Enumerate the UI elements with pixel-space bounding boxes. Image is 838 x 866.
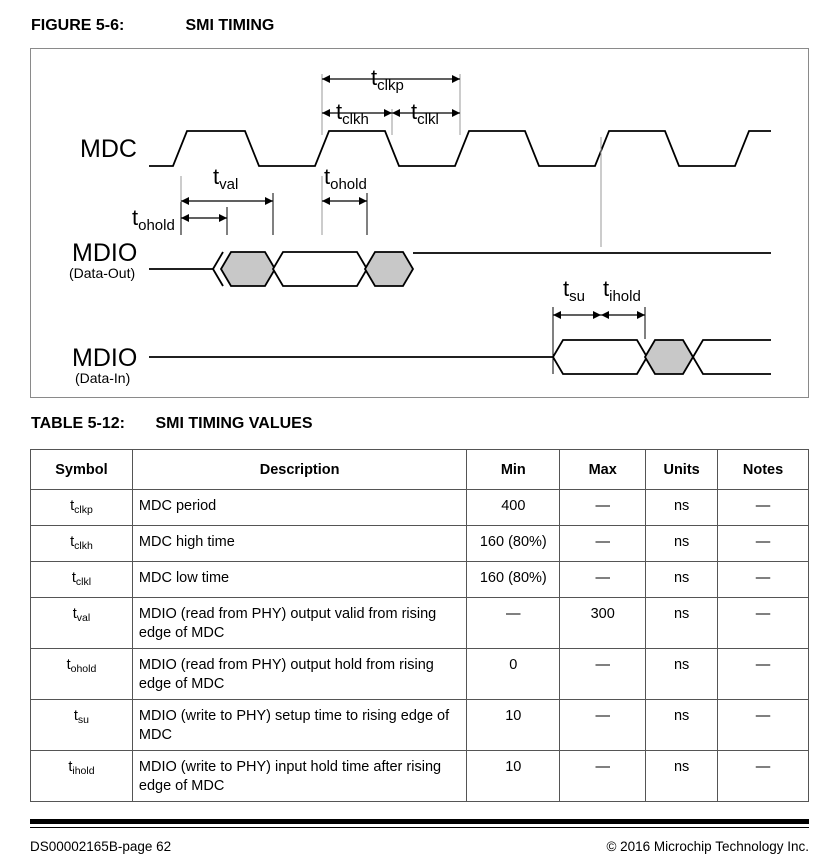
header-notes: Notes: [718, 450, 809, 490]
table-row: [31, 562, 809, 598]
table-title: SMI TIMING VALUES: [155, 415, 313, 432]
notes-cell: —: [718, 526, 809, 562]
max-cell: —: [560, 751, 646, 802]
tohold-a-label: $t_{ohold}$: [132, 205, 175, 234]
table-row: [31, 751, 809, 802]
tsu-label: $t_{su}$: [563, 276, 585, 305]
tihold-label: $t_{ihold}$: [603, 276, 641, 305]
min-cell: 160 (80%): [467, 526, 560, 562]
mdio-out-transition-a: [221, 252, 275, 286]
min-cell: 0: [467, 649, 560, 700]
units-cell: ns: [646, 700, 718, 751]
tclkp-label: $t_{clkp}$: [371, 65, 404, 94]
units-cell: ns: [646, 562, 718, 598]
description-cell: MDIO (write to PHY) setup time to rising edge of MDC: [132, 700, 466, 751]
table-row: [31, 700, 809, 751]
footer-page-id: DS00002165B-page 62: [30, 839, 172, 854]
units-cell: ns: [646, 751, 718, 802]
mdio-out-label: MDIO: [72, 239, 138, 267]
mdio-in-sublabel: (Data-In): [75, 370, 131, 386]
max-cell: —: [560, 700, 646, 751]
units-cell: ns: [646, 649, 718, 700]
max-cell: 300: [560, 598, 646, 649]
table-number: TABLE 5-12:: [31, 415, 125, 432]
symbol-cell: $t_{su}$: [31, 700, 133, 751]
description-cell: MDC period: [132, 490, 466, 526]
max-cell: —: [560, 562, 646, 598]
table-row: [31, 490, 809, 526]
header-units: Units: [646, 450, 718, 490]
max-cell: —: [560, 649, 646, 700]
figure-caption: [31, 17, 274, 35]
notes-cell: —: [718, 562, 809, 598]
mdio-in-setup-data: [553, 340, 647, 374]
notes-cell: —: [718, 649, 809, 700]
mdc-label: MDC: [80, 135, 137, 163]
mdio-in-next-data: [693, 340, 771, 374]
max-cell: —: [560, 526, 646, 562]
symbol-cell: $t_{val}$: [31, 598, 133, 649]
header-max: Max: [560, 450, 646, 490]
description-cell: MDIO (read from PHY) output valid from rising edge of MDC: [132, 598, 466, 649]
tclkh-label: $t_{clkh}$: [336, 99, 369, 128]
symbol-cell: $t_{ihold}$: [31, 751, 133, 802]
tval-label: $t_{val}$: [213, 164, 239, 193]
symbol-cell: $t_{clkp}$: [31, 490, 133, 526]
min-cell: —: [467, 598, 560, 649]
mdio-out-transition-b: [365, 252, 413, 286]
mdio-in-transition: [645, 340, 693, 374]
header-min: Min: [467, 450, 560, 490]
units-cell: ns: [646, 526, 718, 562]
mdc-waveform: [149, 131, 771, 166]
timing-diagram: [30, 48, 809, 398]
min-cell: 400: [467, 490, 560, 526]
description-cell: MDIO (write to PHY) input hold time after rising edge of MDC: [132, 751, 466, 802]
table-row: [31, 526, 809, 562]
max-cell: —: [560, 490, 646, 526]
table-header-row: [31, 450, 809, 490]
table-caption: [31, 415, 313, 433]
mdio-out-sublabel: (Data-Out): [69, 265, 136, 281]
symbol-cell: $t_{ohold}$: [31, 649, 133, 700]
footer-rule-thin: [30, 827, 809, 828]
tohold-b-label: $t_{ohold}$: [324, 164, 367, 193]
description-cell: MDIO (read from PHY) output hold from rising edge of MDC: [132, 649, 466, 700]
footer-copyright: © 2016 Microchip Technology Inc.: [606, 839, 809, 854]
timing-values-table: [30, 449, 809, 802]
symbol-cell: $t_{clkl}$: [31, 562, 133, 598]
min-cell: 10: [467, 751, 560, 802]
footer-rule-thick: [30, 819, 809, 824]
notes-cell: —: [718, 598, 809, 649]
notes-cell: —: [718, 700, 809, 751]
notes-cell: —: [718, 751, 809, 802]
units-cell: ns: [646, 490, 718, 526]
header-description: Description: [132, 450, 466, 490]
figure-number: FIGURE 5-6:: [31, 17, 125, 34]
mdio-in-label: MDIO: [72, 344, 138, 372]
tclkl-label: $t_{clkl}$: [411, 99, 439, 128]
units-cell: ns: [646, 598, 718, 649]
symbol-cell: $t_{clkh}$: [31, 526, 133, 562]
description-cell: MDC low time: [132, 562, 466, 598]
notes-cell: —: [718, 490, 809, 526]
header-symbol: Symbol: [31, 450, 133, 490]
table-row: [31, 649, 809, 700]
min-cell: 10: [467, 700, 560, 751]
table-row: [31, 598, 809, 649]
description-cell: MDC high time: [132, 526, 466, 562]
mdio-out-valid-data: [273, 252, 367, 286]
min-cell: 160 (80%): [467, 562, 560, 598]
figure-title: SMI TIMING: [185, 17, 275, 34]
